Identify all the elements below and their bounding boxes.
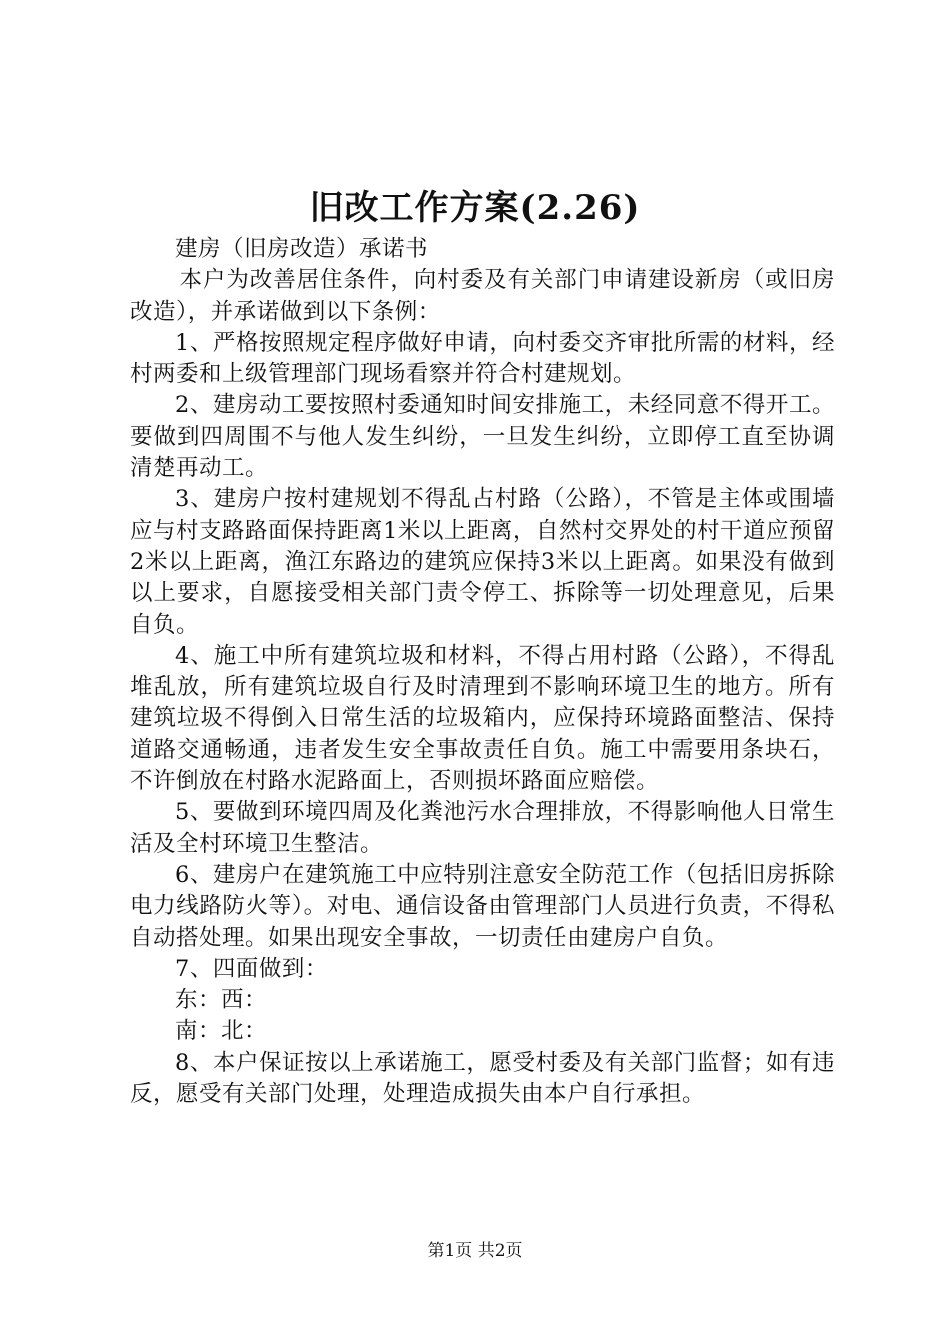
paragraph-item-1: 1、严格按照规定程序做好申请，向村委交齐审批所需的材料，经村两委和上级管理部门现场看察并符合村建规划。 (130, 329, 835, 388)
section-heading: 建房（旧房改造）承诺书 (175, 236, 429, 262)
paragraph-item-6: 6、建房户在建筑施工中应特别注意安全防范工作（包括旧房拆除电力线路防火等）。对电、通信设备由管理部门人员进行负责，不得私自动搭处理。如果出现安全事故，一切责任由建房户自负。 (130, 861, 835, 951)
paragraph-item-7: 7、四面做到： (175, 955, 328, 982)
page-title: 旧改工作方案(2.26) (309, 188, 641, 228)
paragraph-item-3: 3、建房户按村建规划不得乱占村路（公路），不管是主体或围墙应与村支路路面保持距离1米以上距离，自然村交界处的村干道应预留2米以上距离，渔江东路边的建筑应保持3米以上距离。如果没有做到以上要求，自愿接受相关部门责令停工、拆除等一切处理意见，后果自负。 (130, 486, 835, 638)
paragraph-item-8: 8、本户保证按以上承诺施工，愿受村委及有关部门监督；如有违反，愿受有关部门处理，处理造成损失由本户自行承担。 (130, 1049, 835, 1108)
paragraph-item-2: 2、建房动工要按照村委通知时间安排施工，未经同意不得开工。要做到四周围不与他人发生纠纷，一旦发生纠纷，立即停工直至协调清楚再动工。 (130, 392, 835, 482)
paragraph-east-west: 东：西： (175, 987, 268, 1014)
paragraph-intro: 本户为改善居住条件，向村委及有关部门申请建设新房（或旧房改造），并承诺做到以下条例： (130, 267, 835, 325)
page-footer: 第1页 共2页 (427, 1241, 523, 1261)
paragraph-item-4: 4、施工中所有建筑垃圾和材料，不得占用村路（公路），不得乱堆乱放，所有建筑垃圾自行及时清理到不影响环境卫生的地方。所有建筑垃圾不得倒入日常生活的垃圾箱内，应保持环境路面整洁、保持道路交通畅通，违者发生安全事故责任自负。施工中需要用条块石，不许倒放在村路水泥路面上，否则损坏路面应赔偿。 (130, 642, 835, 795)
document-body (130, 234, 835, 1110)
paragraph-south-north: 南：北： (175, 1018, 268, 1045)
paragraph-item-5: 5、要做到环境四周及化粪池污水合理排放，不得影响他人日常生活及全村环境卫生整洁。 (130, 799, 835, 857)
